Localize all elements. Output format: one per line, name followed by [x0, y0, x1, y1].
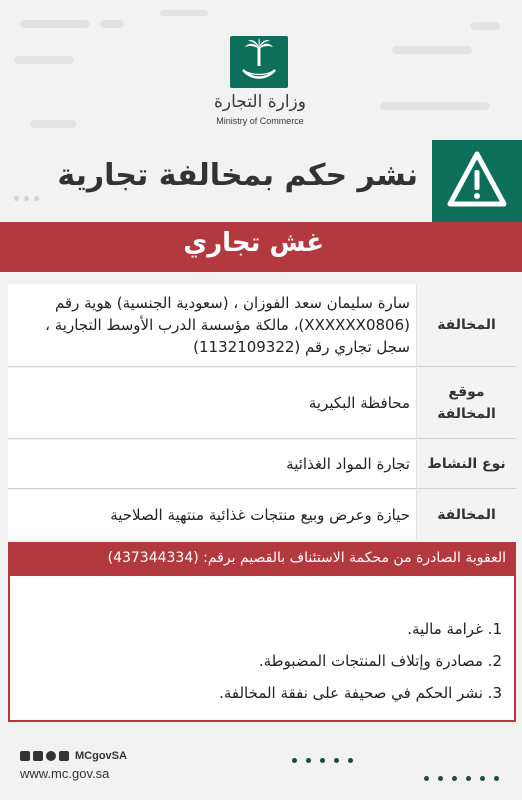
row-divider: [8, 366, 516, 367]
penalty-heading: العقوبة الصادرة من محكمة الاستئناف بالقصيم برقم: (437344334): [107, 550, 506, 566]
detail-value-text: محافظة البكيرية: [308, 394, 410, 412]
penalty-item: 1. غرامة مالية.: [407, 620, 502, 638]
decor-bar: [30, 120, 76, 128]
detail-value: [12, 284, 410, 366]
detail-label: المخالفة: [416, 284, 516, 366]
ministry-name-en: Ministry of Commerce: [216, 116, 304, 126]
decor-dot: [452, 776, 457, 781]
decor-dot: [292, 758, 297, 763]
decor-dot: [320, 758, 325, 763]
row-divider: [8, 438, 516, 439]
detail-row: [8, 490, 516, 540]
decor-bar: [392, 46, 472, 54]
warning-triangle-icon: [432, 140, 522, 222]
palm-swords-icon: [230, 36, 288, 88]
warning-box: [432, 140, 522, 222]
facebook-icon[interactable]: [33, 751, 43, 761]
detail-row: [8, 368, 516, 438]
violation-type-banner: [0, 222, 522, 272]
decor-dot: [348, 758, 353, 763]
detail-value-text: سارة سليمان سعد الفوزان ، (سعودية الجنسية) هوية رقم (XXXXXX0806)، مالكة مؤسسة الدرب الأوسط التجارية ، سجل تجاري رقم (1132109322): [45, 294, 410, 356]
penalty-item: 3. نشر الحكم في صحيفة على نفقة المخالفة.: [219, 684, 502, 702]
violation-type: غش تجاري: [183, 228, 324, 258]
detail-value: [12, 490, 410, 540]
detail-label: [416, 368, 516, 438]
detail-row: [8, 440, 516, 488]
decor-dot: [424, 776, 429, 781]
ministry-logo: [230, 36, 288, 88]
website-link[interactable]: www.mc.gov.sa: [20, 766, 110, 781]
decor-bar: [14, 56, 74, 64]
twitter-icon[interactable]: [20, 751, 30, 761]
decor-dot: [438, 776, 443, 781]
decor-dot: [334, 758, 339, 763]
decor-bar: [380, 102, 490, 110]
title-area: [0, 140, 432, 222]
social-handle[interactable]: MCgovSA: [75, 750, 127, 762]
instagram-icon[interactable]: [46, 751, 56, 761]
decor-bar: [100, 20, 124, 28]
detail-label-text: موقع المخالفة: [437, 383, 496, 422]
ministry-name-ar: وزارة التجارة: [214, 92, 306, 112]
decor-bar: [160, 10, 208, 16]
decor-dot: [480, 776, 485, 781]
decor-dot: [466, 776, 471, 781]
decor-bar: [20, 20, 90, 28]
detail-label: نوع النشاط: [416, 440, 516, 488]
decor-dot: [306, 758, 311, 763]
detail-row: [8, 284, 516, 366]
penalty-heading-bar: [8, 542, 516, 576]
youtube-icon[interactable]: [59, 751, 69, 761]
penalty-item: 2. مصادرة وإتلاف المنتجات المضبوطة.: [258, 652, 502, 670]
decor-dot: [494, 776, 499, 781]
decor-bar: [470, 22, 500, 30]
row-divider: [8, 488, 516, 489]
detail-value-text: حيازة وعرض وبيع منتجات غذائية منتهية الصلاحية: [110, 506, 410, 524]
detail-value: [12, 368, 410, 438]
page-title: نشر حكم بمخالفة تجارية: [57, 158, 418, 193]
detail-label: المخالفة: [416, 490, 516, 540]
detail-value-text: تجارة المواد الغذائية: [286, 455, 410, 473]
detail-value: [12, 440, 410, 488]
social-links: [20, 750, 127, 762]
